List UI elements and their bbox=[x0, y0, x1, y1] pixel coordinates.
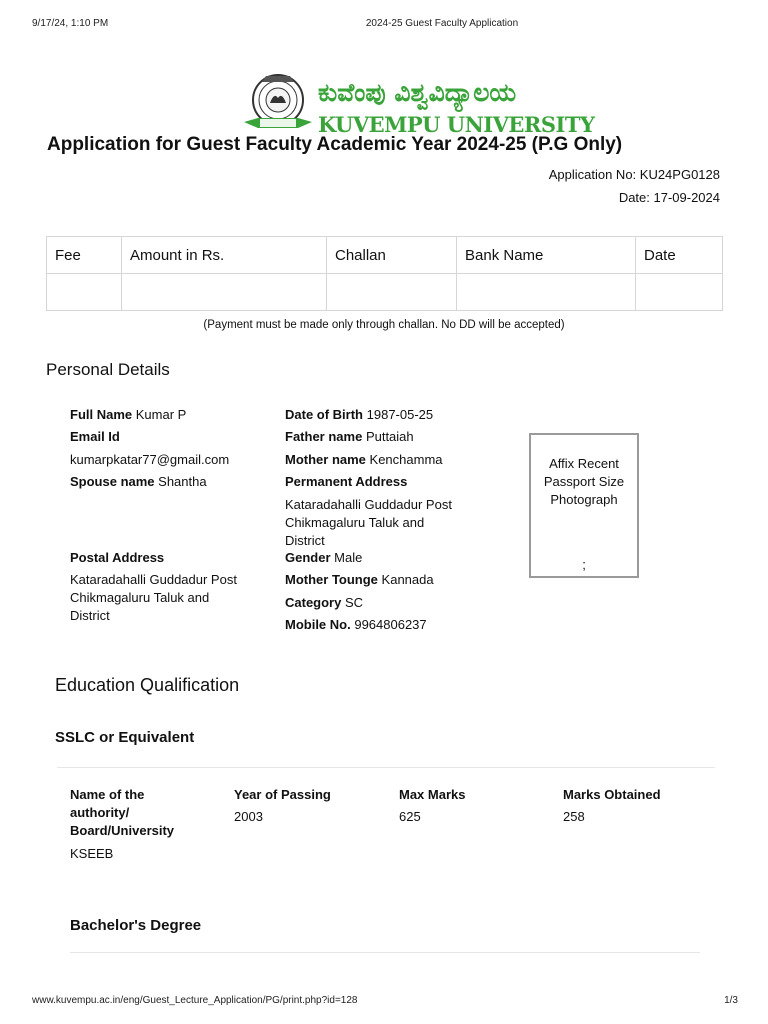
print-page-number: 1/3 bbox=[724, 995, 738, 1006]
email-value: kumarpkatar77@gmail.com bbox=[70, 452, 230, 467]
dob-label: Date of Birth bbox=[285, 407, 363, 422]
mobile-value: 9964806237 bbox=[354, 617, 427, 632]
dob-field bbox=[285, 406, 433, 424]
full-name-label: Full Name bbox=[70, 407, 133, 422]
dob-value: 1987-05-25 bbox=[366, 407, 434, 422]
mother-field bbox=[285, 451, 443, 469]
spouse-field bbox=[70, 473, 207, 491]
amount-cell bbox=[122, 274, 327, 311]
print-datetime: 9/17/24, 1:10 PM bbox=[32, 18, 109, 29]
personal-details-title: Personal Details bbox=[46, 360, 170, 379]
postal-address-value: Kataradahalli Guddadur Post Chikmagaluru Taluk and District bbox=[70, 572, 237, 623]
photo-box bbox=[529, 433, 639, 578]
permanent-address-value: Kataradahalli Guddadur Post Chikmagaluru Taluk and District bbox=[285, 497, 452, 548]
fee-col-fee: Fee bbox=[47, 237, 122, 274]
bank-cell bbox=[457, 274, 636, 311]
education-title: Education Qualification bbox=[55, 675, 240, 695]
page-title: Application for Guest Faculty Academic Year 2024-25 (P.G Only) bbox=[47, 134, 623, 155]
fee-col-date: Date bbox=[636, 237, 723, 274]
fee-cell bbox=[47, 274, 122, 311]
photo-box-text: Affix Recent Passport Size Photograph bbox=[543, 456, 625, 507]
print-doc-title: 2024-25 Guest Faculty Application bbox=[365, 18, 519, 29]
date-cell bbox=[636, 274, 723, 311]
father-label: Father name bbox=[285, 429, 363, 444]
permanent-address-label: Permanent Address bbox=[285, 474, 408, 489]
category-label: Category bbox=[285, 595, 342, 610]
father-value: Puttaiah bbox=[365, 429, 414, 444]
challan-cell bbox=[327, 274, 457, 311]
category-value: SC bbox=[344, 595, 364, 610]
mother-tongue-label: Mother Tounge bbox=[285, 572, 378, 587]
application-number: Application No: KU24PG0128 bbox=[548, 167, 720, 182]
divider bbox=[57, 767, 715, 768]
full-name-field bbox=[70, 406, 186, 424]
logo-kannada-text: ಕುವೆಂಪು ವಿಶ್ವವಿದ್ಯಾಲಯ bbox=[318, 78, 517, 107]
sslc-authority-value: KSEEB bbox=[70, 846, 114, 861]
spouse-label: Spouse name bbox=[70, 474, 155, 489]
sslc-year-value: 2003 bbox=[234, 809, 263, 824]
sslc-title: SSLC or Equivalent bbox=[55, 729, 195, 746]
application-date: Date: 17-09-2024 bbox=[618, 190, 720, 205]
col-max-header: Max Marks bbox=[399, 787, 466, 802]
gender-label: Gender bbox=[285, 550, 331, 565]
fee-col-amount: Amount in Rs. bbox=[122, 237, 327, 274]
col-year-header: Year of Passing bbox=[234, 787, 331, 802]
fee-col-challan: Challan bbox=[327, 237, 457, 274]
col-obtained-header: Marks Obtained bbox=[563, 787, 661, 802]
fee-table bbox=[46, 236, 723, 311]
sslc-max-value: 625 bbox=[399, 809, 421, 824]
col-authority-header: Name of the authority/ Board/University bbox=[70, 787, 175, 838]
mobile-field bbox=[285, 616, 427, 634]
father-field bbox=[285, 428, 414, 446]
mother-value: Kenchamma bbox=[369, 452, 443, 467]
bachelor-title: Bachelor's Degree bbox=[70, 917, 202, 934]
sslc-obtained-value: 258 bbox=[563, 809, 585, 824]
print-url: www.kuvempu.ac.in/eng/Guest_Lecture_Application/PG/print.php?id=128 bbox=[32, 995, 358, 1006]
postal-address-label: Postal Address bbox=[70, 550, 165, 565]
table-row bbox=[47, 274, 723, 311]
category-field bbox=[285, 594, 363, 612]
logo-english-text: KUVEMPU UNIVERSITY bbox=[318, 112, 595, 137]
gender-field bbox=[285, 549, 362, 567]
payment-note: (Payment must be made only through challan. No DD will be accepted) bbox=[203, 319, 565, 331]
mother-tongue-value: Kannada bbox=[381, 572, 434, 587]
email-label: Email Id bbox=[70, 429, 120, 444]
divider bbox=[70, 952, 700, 953]
fee-table-header bbox=[47, 237, 723, 274]
mother-tongue-field bbox=[285, 571, 434, 589]
photo-box-semicolon: ; bbox=[582, 557, 586, 572]
mother-label: Mother name bbox=[285, 452, 366, 467]
fee-col-bank: Bank Name bbox=[457, 237, 636, 274]
mobile-label: Mobile No. bbox=[285, 617, 351, 632]
spouse-value: Shantha bbox=[158, 474, 207, 489]
full-name-value: Kumar P bbox=[135, 407, 187, 422]
gender-value: Male bbox=[334, 550, 363, 565]
